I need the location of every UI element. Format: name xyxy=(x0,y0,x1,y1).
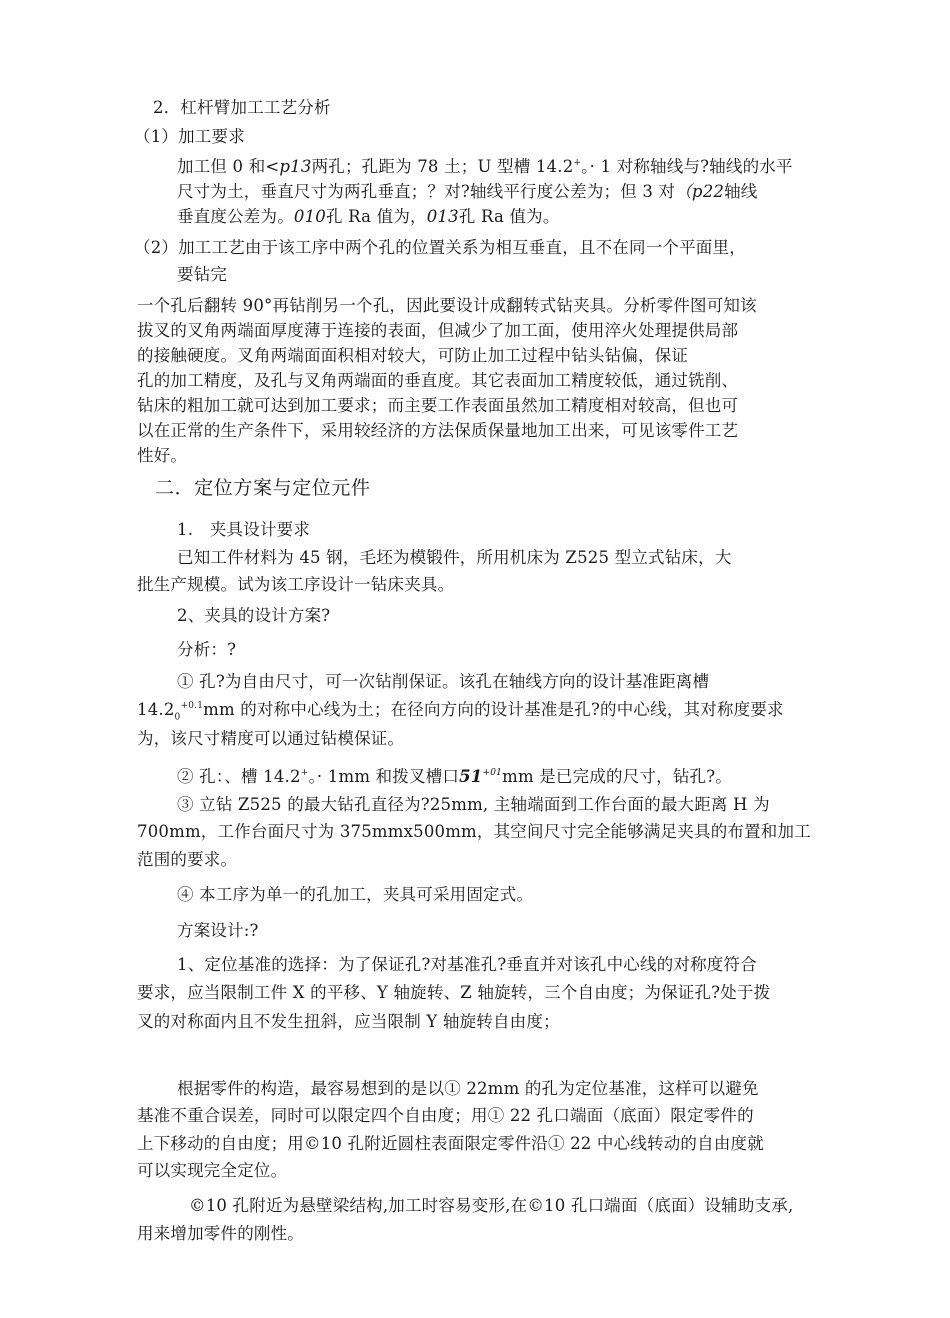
para-line: 一个孔后翻转 90°再钻削另一个孔，因此要设计成翻转式钻夹具。分析零件图可知该 xyxy=(137,296,757,315)
analysis-2: ② 孔：、槽 14.2+。· 1mm 和拨叉槽口$51^{+01}mm$ 是已完成的尺寸，钻孔?。 xyxy=(177,767,732,786)
analysis-4: ④ 本工序为单一的孔加工，夹具可采用固定式。 xyxy=(177,885,534,904)
scheme-1-line-2: 要求，应当限制工件 X 的平移、Y 轴旋转、Z 轴旋转，三个自由度；为保证孔?处于拨 xyxy=(137,983,771,1002)
support-line-2: 用来增加零件的刚性。 xyxy=(137,1224,304,1243)
chapter-title: 二．定位方案与定位元件 xyxy=(155,477,371,499)
sub2-title: 2、夹具的设计方案? xyxy=(177,606,331,625)
analysis-1-line-1: ① 孔?为自由尺寸，可一次钻削保证。该孔在轴线方向的设计基准距离槽 xyxy=(177,672,710,691)
req-line-2: 尺寸为土，垂直尺寸为两孔垂直；？对?轴线平行度公差为；但 3 对（p22轴线 xyxy=(177,182,758,201)
support-line-1: ©10 孔附近为悬壁梁结构,加工时容易变形,在©10 孔口端面（底面）设辅助支承, xyxy=(189,1196,794,1215)
analysis-1-line-2: $14.2_0^{+0.1}mm$ 的对称中心线为土；在径向方向的设计基准是孔?的中心线，其对称度要求 xyxy=(137,700,784,723)
para-line: 的接触硬度。叉角两端面面积相对较大，可防止加工过程中钻头钻偏，保证 xyxy=(137,346,689,365)
para-line: 性好。 xyxy=(137,446,188,465)
analysis-1-line-3: 为，该尺寸精度可以通过钻模保证。 xyxy=(137,729,405,748)
req-line-1: 加工但 0 和<p13两孔；孔距为 78 土；U 型槽 14.2+。· 1 对称轴线与?轴线的水平 xyxy=(177,157,793,176)
para-line: 以在正常的生产条件下，采用较经济的方法保质保量地加工出来，可见该零件工艺 xyxy=(137,421,739,440)
scheme-1-line-3: 叉的对称面内且不发生扭斜，应当限制 Y 轴旋转自由度； xyxy=(137,1012,560,1031)
analysis-label: 分析：? xyxy=(177,640,237,659)
para-line: 拔叉的叉角两端面厚度薄于连接的表面，但减少了加工面，使用淬火处理提供局部 xyxy=(137,321,739,340)
sub1-title: 1. 夹具设计要求 xyxy=(177,520,311,539)
para-line: 孔的加工精度，及孔与叉角两端面的垂直度。其它表面加工精度较低，通过铣削、 xyxy=(137,371,739,390)
item1-label: （1）加工要求 xyxy=(134,127,245,146)
section-title: 2．杠杆臂加工工艺分析 xyxy=(153,98,331,117)
analysis-3-line-1: ③ 立钻 Z525 的最大钻孔直径为?25mm, 主轴端面到工作台面的最大距离 H 为 xyxy=(177,795,770,814)
scheme-1-line-1: 1、定位基准的选择：为了保证孔?对基准孔?垂直并对该孔中心线的对称度符合 xyxy=(177,955,757,974)
req-line-3: 垂直度公差为。010孔 Ra 值为，013孔 Ra 值为。 xyxy=(177,207,560,226)
scheme-label: 方案设计:? xyxy=(177,921,259,940)
analysis-3-line-3: 范围的要求。 xyxy=(137,850,238,869)
item2-line-2: 要钻完 xyxy=(177,265,228,284)
sub1-line-1: 已知工件材料为 45 钢，毛坯为模锻件，所用机床为 Z525 型立式钻床，大 xyxy=(177,548,732,567)
para-line: 钻床的粗加工就可达到加工要求；而主要工作表面虽然加工精度相对较高，但也可 xyxy=(137,396,739,415)
item2-line-1: （2）加工工艺由于该工序中两个孔的位置关系为相互垂直，且不在同一个平面里， xyxy=(134,238,746,257)
analysis-3-line-2: 700mm，工作台面尺寸为 375mmx500mm，其空间尺寸完全能够满足夹具的布置和加工 xyxy=(137,822,811,841)
sub1-line-2: 批生产规模。试为该工序设计一钻床夹具。 xyxy=(137,575,455,594)
positioning-line-1: 根据零件的构造，最容易想到的是以① 22mm 的孔为定位基准，这样可以避免 xyxy=(177,1079,759,1098)
positioning-line-4: 可以实现完全定位。 xyxy=(137,1161,288,1180)
positioning-line-3: 上下移动的自由度；用©10 孔附近圆柱表面限定零件沿① 22 中心线转动的自由度就 xyxy=(137,1134,764,1153)
positioning-line-2: 基准不重合误差，同时可以限定四个自由度；用① 22 孔口端面（底面）限定零件的 xyxy=(137,1106,754,1125)
